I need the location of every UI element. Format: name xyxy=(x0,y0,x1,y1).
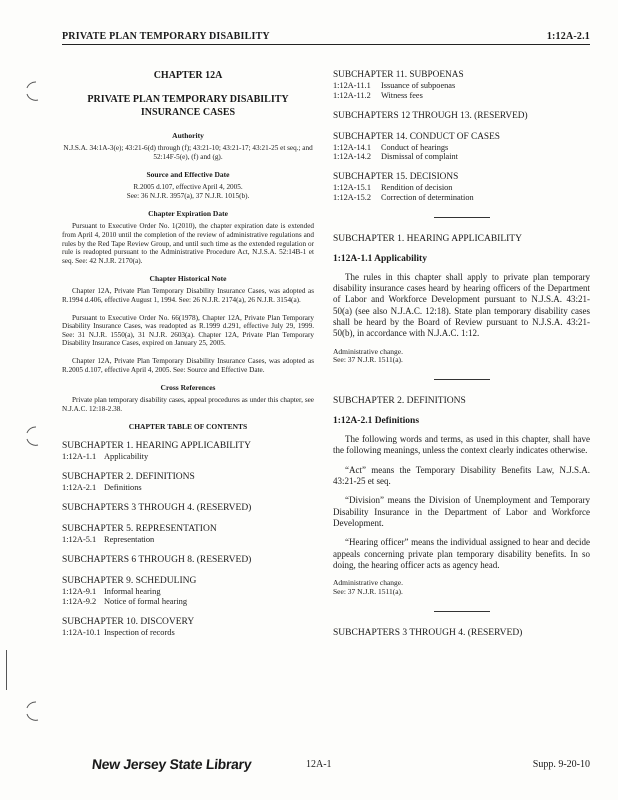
history-note-line: Administrative change. xyxy=(333,578,403,588)
subchapter-heading: SUBCHAPTER 2. DEFINITIONS xyxy=(333,396,466,407)
header-title: PRIVATE PLAN TEMPORARY DISABILITY xyxy=(62,31,270,42)
toc-subchapter-title[interactable]: SUBCHAPTER 2. DEFINITIONS xyxy=(62,472,195,483)
rule-paragraph: “Act” means the Temporary Disability Benefits Law, N.J.S.A. 43:21-25 et seq. xyxy=(333,464,590,487)
toc-entry-title: Correction of determination xyxy=(381,192,474,202)
history-paragraph: Chapter 12A, Private Plan Temporary Disability Insurance Cases, was adopted as R.1994 d.406, effective August 1, 1994. See: 26 N.J.R. 2174(a), 26 N.J.R. 3154(a). xyxy=(62,287,314,304)
left-column xyxy=(62,70,314,648)
toc-subchapter xyxy=(62,617,314,638)
toc-subchapter-title[interactable]: SUBCHAPTERS 6 THROUGH 8. (RESERVED) xyxy=(62,555,252,566)
source-heading: Source and Effective Date xyxy=(146,170,230,180)
toc-entry-number: 1:12A-15.1 xyxy=(333,183,372,193)
authority-text: N.J.S.A. 34:1A-3(e); 43:21-6(d) through (f); 43:21-10; 43:21-17; 43:21-25 et seq.; and 52:14F-5(e), (f) and (g). xyxy=(63,144,313,161)
authority-heading: Authority xyxy=(172,131,204,140)
toc-subchapter-title[interactable]: SUBCHAPTER 9. SCHEDULING xyxy=(62,576,197,587)
subchapter-heading: SUBCHAPTER 1. HEARING APPLICABILITY xyxy=(333,233,522,244)
toc-entry-title: Inspection of records xyxy=(104,628,175,638)
toc-subchapter xyxy=(333,70,590,101)
section-divider xyxy=(434,217,490,218)
toc-subchapter-title[interactable]: SUBCHAPTER 11. SUBPOENAS xyxy=(333,70,464,80)
toc-subchapter xyxy=(333,172,590,203)
toc-entry-number: 1:12A-1.1 xyxy=(62,452,97,462)
toc-entry-number: 1:12A-11.1 xyxy=(333,81,371,90)
rule-paragraph: The following words and terms, as used in this chapter, shall have the following meanings, unless the context clearly indicates otherwise. xyxy=(333,434,590,456)
history-note-line: See: 37 N.J.R. 1511(a). xyxy=(333,355,403,365)
toc-entry-title: Issuance of subpoenas xyxy=(381,81,456,90)
toc-entry[interactable] xyxy=(62,628,314,638)
toc-entry-title: Applicability xyxy=(104,452,149,462)
rule-paragraph: “Hearing officer” means the individual assigned to hear and decide appeals concerning private plan temporary disability benefits. In so doing, the hearing officer acts as agency head. xyxy=(333,537,590,570)
source-line: R.2005 d.107, effective April 4, 2005. xyxy=(133,183,243,192)
toc-entry[interactable] xyxy=(62,535,314,545)
toc-entry-number: 1:12A-14.1 xyxy=(333,142,372,152)
subchapter-heading: SUBCHAPTERS 3 THROUGH 4. (RESERVED) xyxy=(333,627,523,638)
toc-subchapter xyxy=(333,132,590,163)
rule-paragraph: “Division” means the Division of Unemployment and Temporary Disability Insurance in the Department of Labor and Workforce Development. xyxy=(333,495,590,528)
right-column xyxy=(333,70,590,648)
toc-entry-title: Rendition of decision xyxy=(381,183,453,193)
toc-entry-number: 1:12A-9.1 xyxy=(62,587,97,597)
toc-subchapter xyxy=(333,111,590,122)
cross-references-text: Private plan temporary disability cases, appeal procedures as under this chapter, see N.J.A.C. 12:18-2.38. xyxy=(62,396,314,413)
rule-heading: 1:12A-1.1 Applicability xyxy=(333,253,427,264)
toc-heading: CHAPTER TABLE OF CONTENTS xyxy=(128,422,248,432)
source-text xyxy=(62,183,314,200)
toc-subchapter xyxy=(62,441,314,462)
toc-entry-title: Informal hearing xyxy=(104,587,161,597)
rule-heading: 1:12A-2.1 Definitions xyxy=(333,416,420,427)
rule-paragraph: The rules in this chapter shall apply to private plan temporary disability insurance cases heard by hearing officers of the Department of Labor and Workforce Development pursuant to N.J.S.A. 43:21-50(a) (see also N.J.A.C. 12:18). State plan temporary disability cases shall be heard by the Board of Review pursuant to N.J.S.A. 43:21-50(b), in accordance with N.J.A.C. 1:12. xyxy=(333,271,590,339)
library-stamp: New Jersey State Library xyxy=(91,756,253,772)
history-heading: Chapter Historical Note xyxy=(149,274,227,284)
running-header xyxy=(62,31,590,45)
toc-entry-number: 1:12A-11.2 xyxy=(333,90,371,100)
margin-mark xyxy=(6,650,7,690)
toc-subchapter-title[interactable]: SUBCHAPTER 1. HEARING APPLICABILITY xyxy=(62,441,251,452)
punch-hole-icon xyxy=(24,700,46,722)
toc-subchapter-title[interactable]: SUBCHAPTER 14. CONDUCT OF CASES xyxy=(333,131,500,142)
toc-entry-number: 1:12A-15.2 xyxy=(333,192,372,202)
chapter-number: CHAPTER 12A xyxy=(153,70,223,81)
toc-subchapter xyxy=(62,472,314,493)
toc-entry-title: Conduct of hearings xyxy=(381,142,449,152)
history-note xyxy=(333,348,590,366)
section-divider xyxy=(434,611,490,612)
toc-entry-title: Notice of formal hearing xyxy=(104,597,188,607)
toc-entry-number: 1:12A-14.2 xyxy=(333,152,372,162)
page-footer xyxy=(62,756,590,778)
toc-entry-title: Representation xyxy=(104,535,155,545)
cross-references-heading: Cross References xyxy=(160,383,216,393)
section-divider xyxy=(434,379,490,380)
history-note-line: See: 37 N.J.R. 1511(a). xyxy=(333,586,403,596)
toc-entry[interactable] xyxy=(333,143,590,153)
toc-subchapter xyxy=(62,503,314,514)
history-paragraph: Chapter 12A, Private Plan Temporary Disability Insurance Cases, was adopted as R.2005 d.107, effective April 4, 2005. See: Source and Effective Date. xyxy=(62,356,314,374)
toc-entry[interactable] xyxy=(62,597,314,607)
history-note-line: Administrative change. xyxy=(333,346,403,356)
chapter-title-line: PRIVATE PLAN TEMPORARY DISABILITY xyxy=(87,94,289,105)
expiration-heading: Chapter Expiration Date xyxy=(148,209,228,219)
history-note xyxy=(333,579,590,597)
toc-entry-title: Dismissal of complaint xyxy=(381,152,458,162)
toc-entry-number: 1:12A-5.1 xyxy=(62,535,97,545)
toc-entry[interactable] xyxy=(333,183,590,193)
toc-entry-number: 1:12A-2.1 xyxy=(62,483,97,493)
toc-entry-title: Definitions xyxy=(104,483,142,493)
toc-subchapter-title[interactable]: SUBCHAPTER 10. DISCOVERY xyxy=(62,617,195,628)
chapter-title-line: INSURANCE CASES xyxy=(140,107,236,118)
toc-subchapter xyxy=(62,555,314,566)
toc-entry[interactable] xyxy=(333,91,590,101)
toc-entry-title: Witness fees xyxy=(381,90,423,100)
toc-entry[interactable] xyxy=(333,152,590,162)
punch-hole-icon xyxy=(24,80,46,102)
punch-hole-icon xyxy=(24,425,46,447)
history-paragraph: Pursuant to Executive Order No. 66(1978), Chapter 12A, Private Plan Temporary Disability Insurance Cases, was readopted as R.1999 d.291, effective July 29, 1999. See: 31 N.J.R. 1550(a), 31 N.J.R. 2603(a). Chapter 12A, Private Plan Temporary Disability Insurance Cases, expired on January 25, 2005. xyxy=(62,313,314,348)
toc-entry[interactable] xyxy=(62,587,314,597)
header-rule xyxy=(62,44,590,45)
toc-subchapter xyxy=(62,576,314,607)
toc-entry[interactable] xyxy=(62,452,314,462)
toc-entry-number: 1:12A-10.1 xyxy=(62,628,101,638)
toc-entry[interactable] xyxy=(333,81,590,91)
toc-subchapter-title[interactable]: SUBCHAPTER 15. DECISIONS xyxy=(333,172,459,183)
source-line: See: 36 N.J.R. 3957(a), 37 N.J.R. 1015(b). xyxy=(126,191,250,200)
toc-entry[interactable] xyxy=(62,483,314,493)
chapter-title xyxy=(62,93,314,119)
toc-subchapter xyxy=(62,524,314,545)
toc-entry[interactable] xyxy=(333,193,590,203)
supplement-date: Supp. 9-20-10 xyxy=(532,759,590,770)
toc-subchapter-title[interactable]: SUBCHAPTERS 12 THROUGH 13. (RESERVED) xyxy=(333,110,528,121)
toc-subchapter-title[interactable]: SUBCHAPTERS 3 THROUGH 4. (RESERVED) xyxy=(62,503,252,514)
header-section: 1:12A-2.1 xyxy=(546,31,590,42)
toc-subchapter-title[interactable]: SUBCHAPTER 5. REPRESENTATION xyxy=(62,524,217,535)
toc-entry-number: 1:12A-9.2 xyxy=(62,597,97,607)
expiration-text: Pursuant to Executive Order No. 1(2010), the chapter expiration date is extended from April 4, 2010 until the completion of the review of administrative regulations and rules by the Red Tape Review Group, and until such time as the extended regulation or rule is readopted pursuant to the Administrative Procedure Act, N.J.S.A. 52:14B-1 et seq. See: 42 N.J.R. 2170(a). xyxy=(62,222,314,265)
page-number: 12A-1 xyxy=(306,759,332,770)
